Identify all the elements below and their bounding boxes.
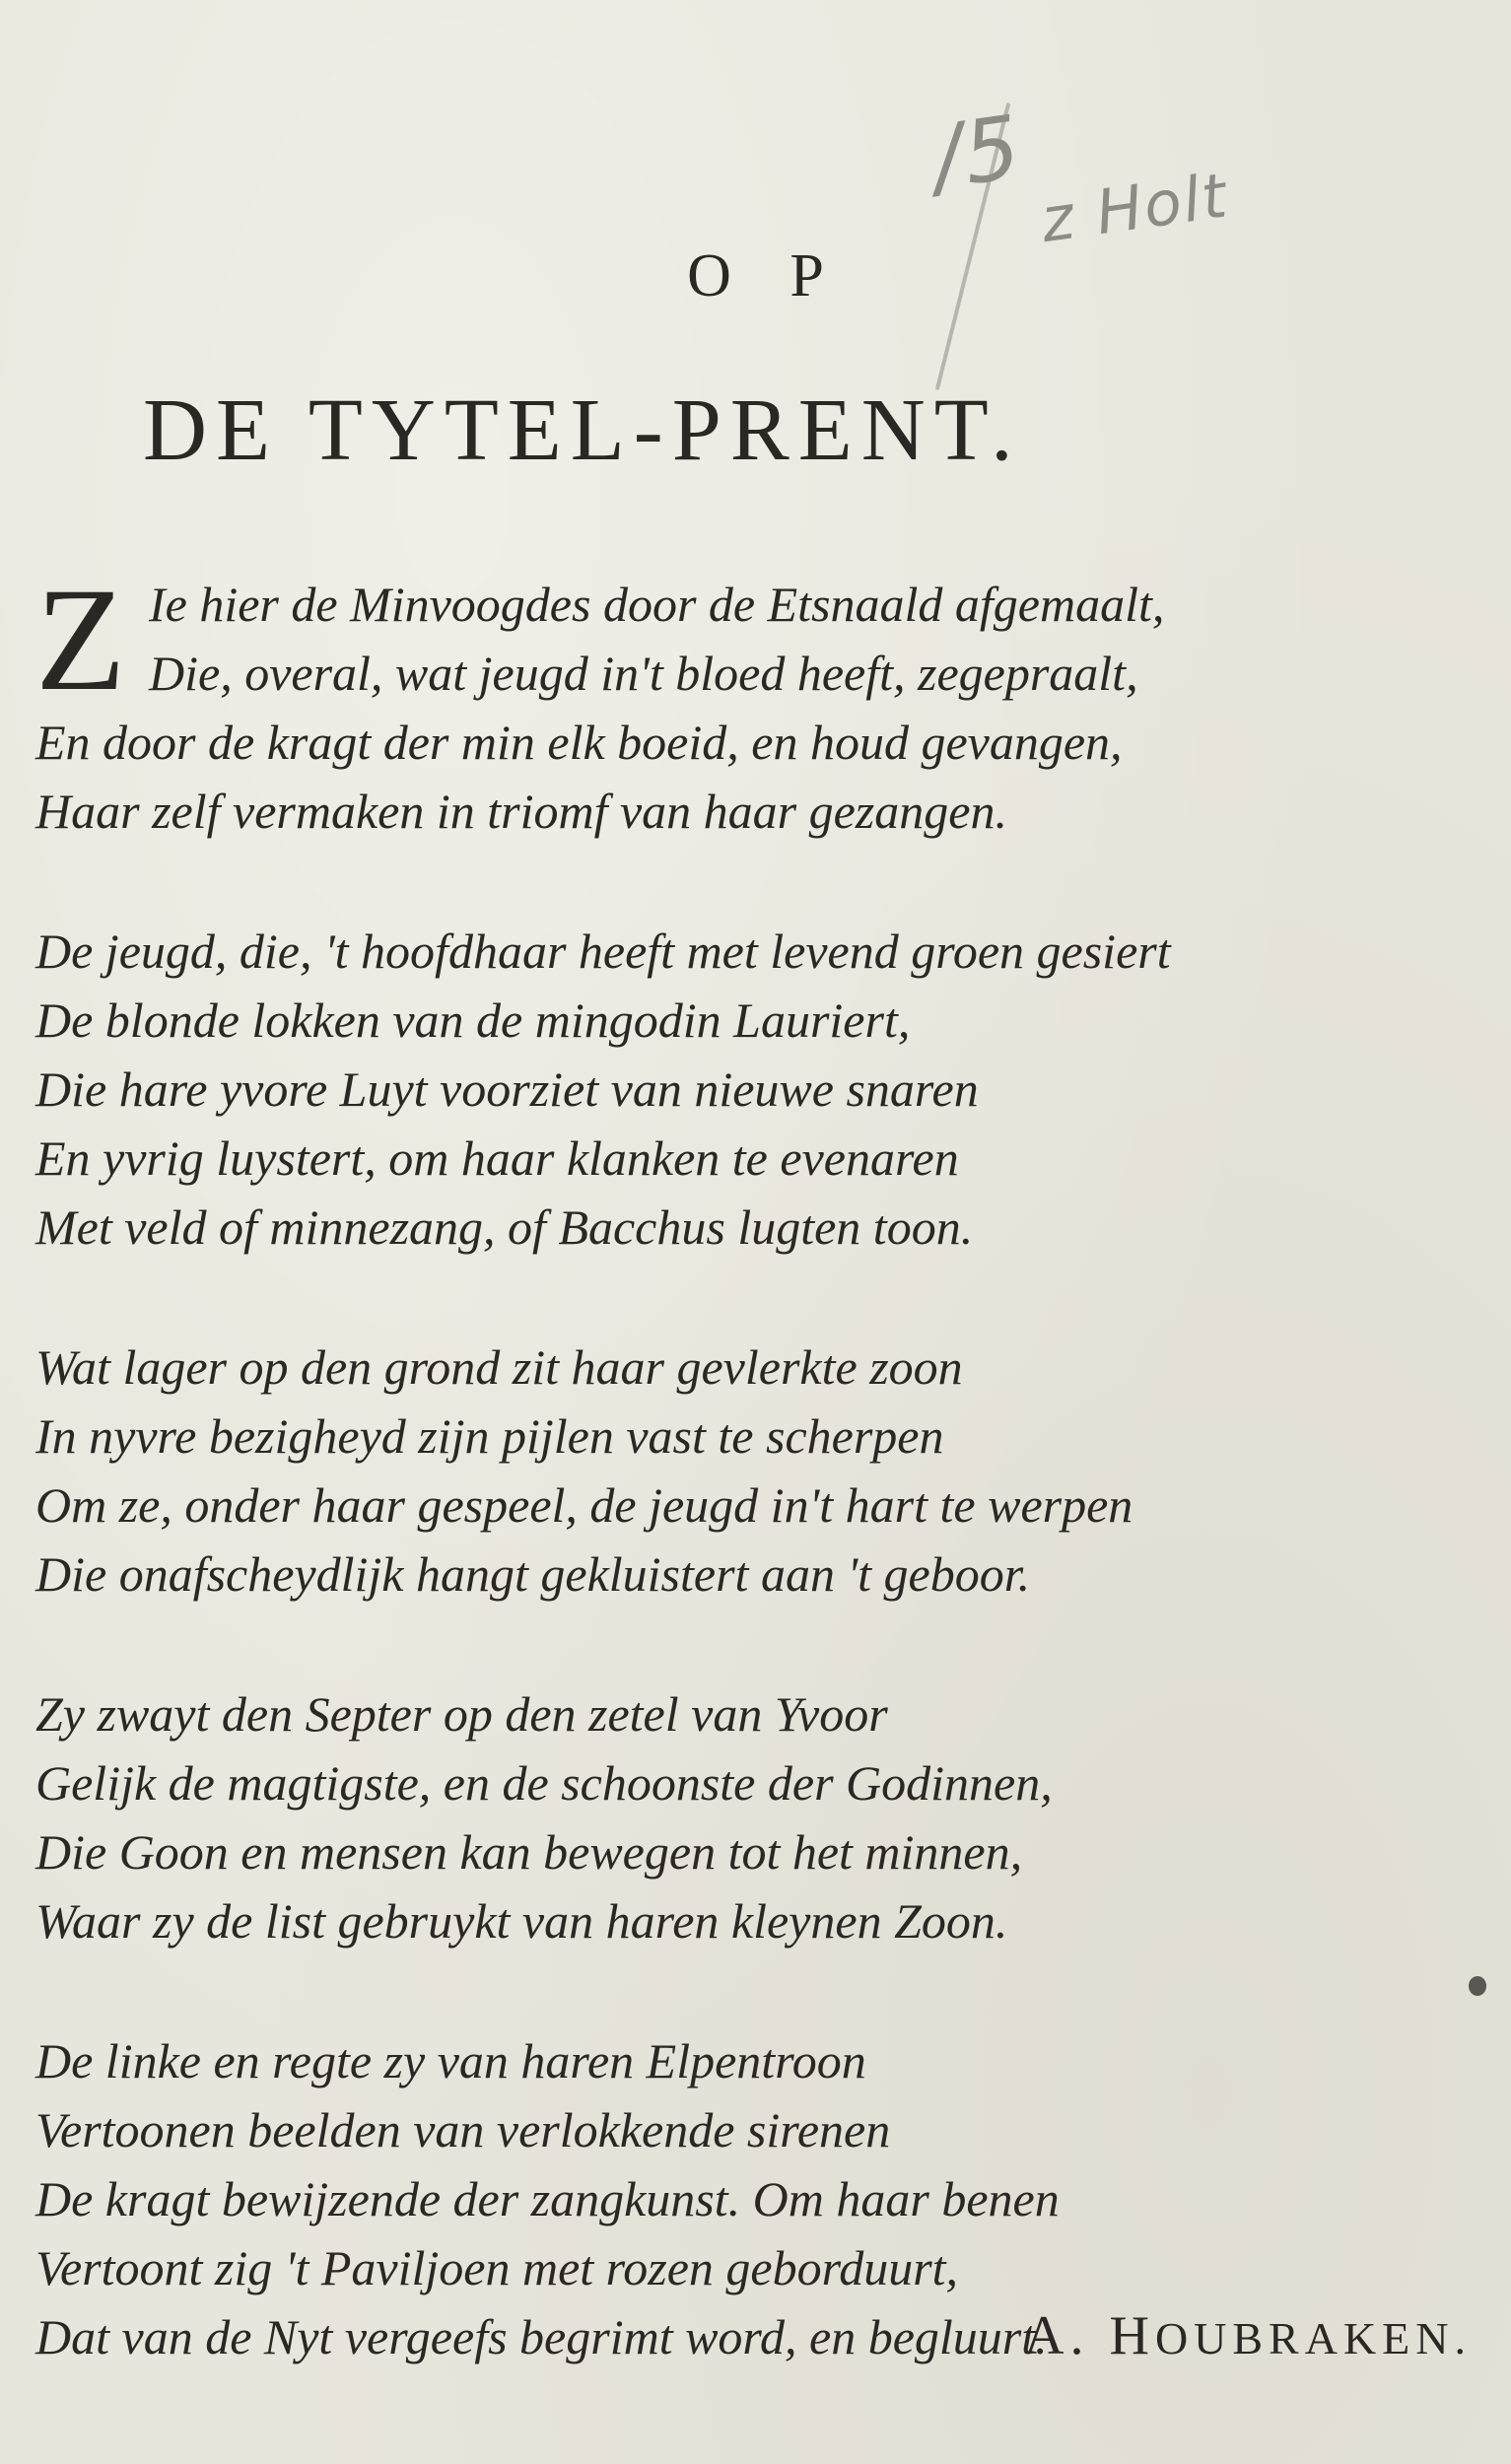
poem-line: En yvrig luystert, om haar klanken te evenaren: [35, 1130, 959, 1186]
poem-line: Ie hier de Minvoogdes door de Etsnaald afgemaalt,: [149, 577, 1165, 632]
poem-line: De jeugd, die, 't hoofdhaar heeft met levend groen gesiert: [35, 924, 1171, 979]
poem-line: Gelijk de magtigste, en de schoonste der Godinnen,: [35, 1755, 1053, 1811]
drop-cap: Z: [35, 558, 126, 721]
poem-line: Vertoonen beelden van verlokkende sirenen: [35, 2102, 891, 2157]
signature-rest: OUBRAKEN.: [1154, 2313, 1472, 2363]
poem-line: Die, overal, wat jeugd in't bloed heeft, zegepraalt,: [149, 646, 1138, 701]
poem-line: Wat lager op den grond zit haar gevlerkte zoon: [35, 1339, 963, 1395]
poem-line: Om ze, onder haar gespeel, de jeugd in't hart te werpen: [35, 1477, 1133, 1533]
poem-line: Waar zy de list gebruykt van haren kleynen Zoon.: [35, 1893, 1008, 1949]
stanza-1: [35, 558, 1484, 846]
poem-line: Dat van de Nyt vergeefs begrimt word, en begluurt.: [35, 2309, 1048, 2364]
poem-line: In nyvre bezigheyd zijn pijlen vast te scherpen: [35, 1408, 944, 1464]
poem-line: Die hare yvore Luyt voorziet van nieuwe snaren: [35, 1061, 979, 1117]
signature-initial: A. H: [1024, 2305, 1155, 2366]
stanza-4: [35, 1679, 1484, 1955]
poem-line: Haar zelf vermaken in triomf van haar gezangen.: [35, 784, 1007, 839]
poem-line: De blonde lokken van de mingodin Lauriert,: [35, 992, 911, 1048]
poem-line: De linke en regte zy van haren Elpentroon: [35, 2033, 866, 2088]
pencil-annotation-line-1: /5: [926, 96, 1028, 209]
poem-line: Die Goon en mensen kan bewegen tot het minnen,: [35, 1824, 1023, 1880]
poem-line: En door de kragt der min elk boeid, en houd gevangen,: [35, 715, 1123, 770]
poem-line: De kragt bewijzende der zangkunst. Om haar benen: [35, 2171, 1060, 2226]
poem-line: Zy zwayt den Septer op den zetel van Yvoor: [35, 1686, 888, 1742]
ink-dot: [1469, 1976, 1486, 1996]
poem-line: Met veld of minnezang, of Bacchus lugten toon.: [35, 1199, 974, 1255]
signature: [1024, 2304, 1472, 2367]
stanza-3: [35, 1333, 1484, 1608]
poem-line: Die onafscheydlijk hangt gekluistert aan 't geboor.: [35, 1546, 1031, 1602]
poem-line: Vertoont zig 't Paviljoen met rozen geborduurt,: [35, 2240, 959, 2295]
pencil-annotation-line-2: z Holt: [1036, 159, 1233, 257]
poem: [35, 558, 1484, 2442]
heading-op: O P: [687, 242, 846, 309]
page-title: DE TYTEL-PRENT.: [143, 381, 1022, 479]
stanza-2: [35, 917, 1484, 1262]
